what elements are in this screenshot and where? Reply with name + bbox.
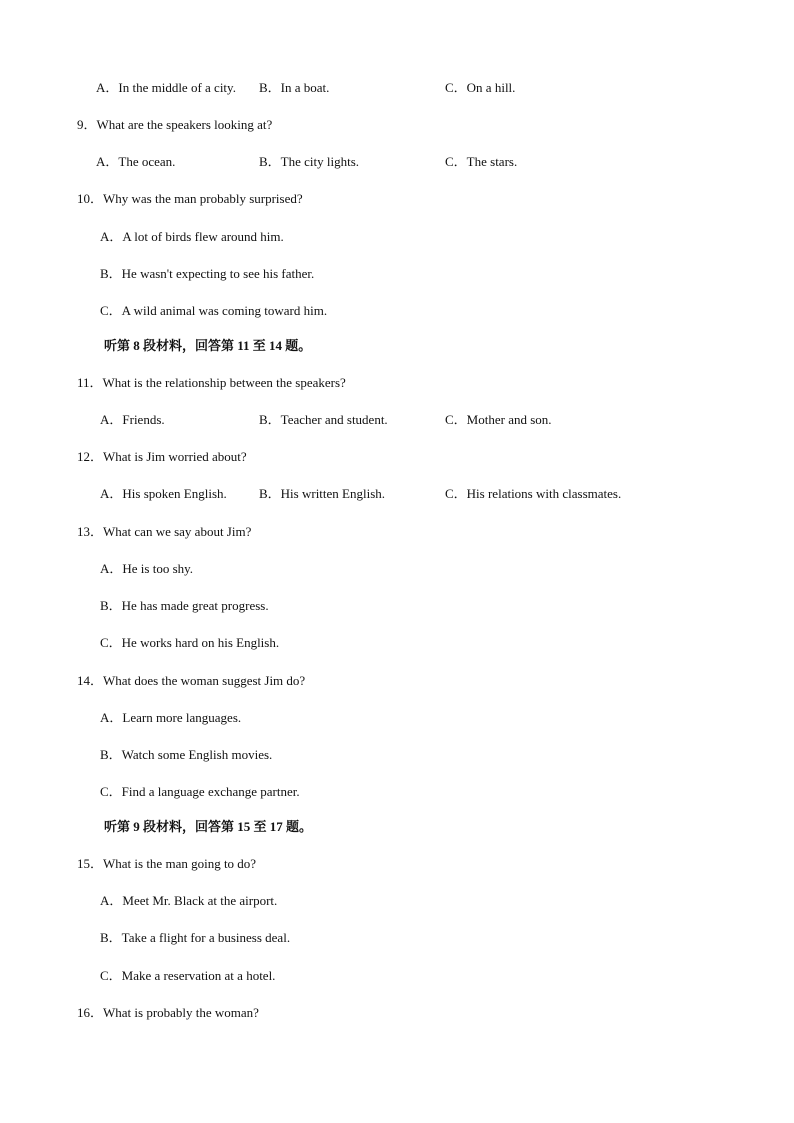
- q8-option-a: A．In the middle of a city.: [96, 80, 236, 95]
- q8-option-c: C．On a hill.: [445, 80, 516, 95]
- q12-option-b: B．His written English.: [259, 486, 386, 501]
- q13-option-a: A．He is too shy.: [100, 561, 194, 576]
- q10-option-b: B．He wasn't expecting to see his father.: [100, 266, 315, 281]
- q9-option-a: A．The ocean.: [96, 154, 176, 169]
- q9-option-c: C．The stars.: [445, 154, 518, 169]
- q13-option-b: B．He has made great progress.: [100, 598, 269, 613]
- q13-option-c: C．He works hard on his English.: [100, 635, 280, 650]
- q11-stem: 11．What is the relationship between the speakers?: [77, 375, 346, 390]
- q15-option-c: C．Make a reservation at a hotel.: [100, 968, 276, 983]
- q9-stem: 9．What are the speakers looking at?: [77, 117, 273, 132]
- q14-option-c: C．Find a language exchange partner.: [100, 784, 300, 799]
- section-9-heading: 听第 9 段材料，回答第 15 至 17 题。: [104, 819, 313, 834]
- q14-stem: 14．What does the woman suggest Jim do?: [77, 673, 306, 688]
- q12-option-c: C．His relations with classmates.: [445, 486, 622, 501]
- q16-stem: 16．What is probably the woman?: [77, 1005, 259, 1020]
- q10-option-a: A．A lot of birds flew around him.: [100, 229, 284, 244]
- q11-option-a: A．Friends.: [100, 412, 165, 427]
- q11-option-b: B．Teacher and student.: [259, 412, 388, 427]
- q13-stem: 13．What can we say about Jim?: [77, 524, 252, 539]
- q9-option-b: B．The city lights.: [259, 154, 360, 169]
- q12-option-a: A．His spoken English.: [100, 486, 227, 501]
- q12-stem: 12．What is Jim worried about?: [77, 449, 247, 464]
- q15-option-a: A．Meet Mr. Black at the airport.: [100, 893, 278, 908]
- q8-option-b: B．In a boat.: [259, 80, 330, 95]
- q10-stem: 10．Why was the man probably surprised?: [77, 191, 303, 206]
- q14-option-a: A．Learn more languages.: [100, 710, 242, 725]
- q11-option-c: C．Mother and son.: [445, 412, 552, 427]
- section-8-heading: 听第 8 段材料，回答第 11 至 14 题。: [104, 338, 312, 353]
- q14-option-b: B．Watch some English movies.: [100, 747, 273, 762]
- q15-option-b: B．Take a flight for a business deal.: [100, 930, 291, 945]
- q15-stem: 15．What is the man going to do?: [77, 856, 257, 871]
- q10-option-c: C．A wild animal was coming toward him.: [100, 303, 328, 318]
